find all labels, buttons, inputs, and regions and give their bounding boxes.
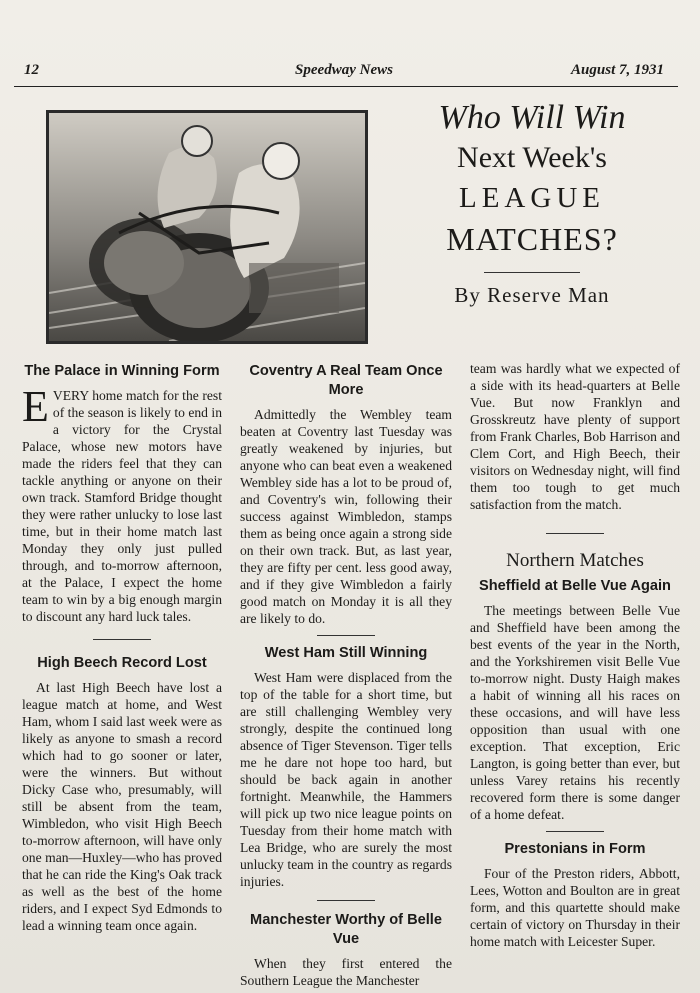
byline: By Reserve Man (454, 283, 610, 307)
article-text-palace: VERY home match for the rest of the season is likely to end in a victory for the Crystal Palace, whose new motors have made the riders feel that they can tackle anything or anyone on their own track. Stamford Bridge thought they were rather unlucky to lose last time, but in their home match last Monday they only just pulled through, and to-morrow afternoon, at the Palace, I expect the home team to win by a big enough margin to discount any hard luck tales. (22, 388, 222, 624)
article-title-coventry: Coventry A Real Team Once More (249, 363, 443, 398)
column-1 (22, 362, 222, 934)
feature-headline (390, 98, 674, 308)
article-body-prestonians: Four of the Preston riders, Abbott, Lees, Wotton and Boulton are in great form, and this quartette should make certain of victory on Thursday in their home match with Leicester Super. (470, 866, 680, 949)
section-divider (93, 639, 151, 640)
section-heading-northern: Northern Matches (506, 550, 644, 571)
page-number: 12 (24, 62, 39, 78)
article-continuation-manchester: team was hardly what we expected of a side with its head-quarters at Belle Vue. But now Franklyn and Grosskreutz have plenty of support from Frank Charles, Bob Harrison and Clem Cort, and High Beech, their visitors on Wednesday night, will find them too tough to get much satisfaction from the match. (470, 361, 680, 512)
article-body-sheffield: The meetings between Belle Vue and Sheffield have been among the best events of the year in the North, and the Yorkshiremen visit Belle Vue to-morrow night. Dusty Haigh makes a habit of winning all his races on these occasions, and will have less opposition than usual with one exception. That exception, Eric Langton, is going better than ever, but unless Varey retains his recently recovered form there is some danger of a home defeat. (470, 603, 680, 822)
headline-line-1: Who Will Win (438, 99, 626, 136)
headline-line-2: Next Week's (457, 141, 607, 174)
article-title-sheffield: Sheffield at Belle Vue Again (479, 578, 671, 594)
headline-divider (484, 272, 580, 273)
article-body-high-beech: At last High Beech have lost a league match at home, and West Ham, whom I said last week were as likely as anyone to smash a record which had to go sooner or later, were the winners. But without Dicky Case who, presumably, will still be absent from the team, Wimbledon, who visit High Beech to-morrow afternoon, will have only one man—Huxley—who has proved that he can ride the King's Oak track as well as the best of the home riders, and I expect Syd Edmonds to lead a winning team once again. (22, 680, 222, 933)
article-title-palace: The Palace in Winning Form (24, 363, 220, 379)
article-title-manchester: Manchester Worthy of Belle Vue (250, 912, 442, 947)
drop-cap: E (22, 382, 49, 431)
section-divider (317, 635, 375, 636)
headline-line-4: MATCHES? (446, 221, 618, 257)
photo-illustration (49, 113, 365, 341)
speedway-riders-photo (46, 110, 368, 344)
publication-title: Speedway News (295, 62, 393, 78)
section-divider (546, 533, 604, 534)
section-divider (317, 900, 375, 901)
article-title-high-beech: High Beech Record Lost (37, 655, 207, 671)
article-body-manchester: When they first entered the Southern League the Manchester (240, 956, 452, 988)
column-3 (470, 360, 680, 950)
article-body-west-ham: West Ham were displaced from the top of the table for a short time, but are still challenging Wembley very strongly, despite the continued long absence of Tiger Stevenson. Tiger tells me he dare not hope too hard, but should be back again in another fortnight. Meanwhile, the Hammers will pick up two nice league points on Tuesday from their home match with Lea Bridge, who are surely the most unlucky team in the country as regards injuries. (240, 670, 452, 889)
page-header (24, 62, 664, 86)
article-body-coventry: Admittedly the Wembley team beaten at Coventry last Tuesday was greatly weakened by injuries, but anyone who can beat even a weakened Wembley side has a lot to be proud of, and Coventry's win, following their success against Wimbledon, stamps them as being once again a strong side on their own track. But, as last year, they are fifty per cent. less good away, and if they give Wimbledon a fairly good match on Monday it is all they are likely to do. (240, 407, 452, 626)
issue-date: August 7, 1931 (571, 62, 664, 78)
section-divider (546, 831, 604, 832)
column-2 (240, 362, 452, 989)
article-title-west-ham: West Ham Still Winning (264, 645, 428, 661)
header-rule (14, 86, 678, 87)
article-body-palace (22, 382, 222, 625)
article-title-prestonians: Prestonians in Form (504, 841, 646, 857)
headline-line-3: LEAGUE (459, 182, 605, 214)
